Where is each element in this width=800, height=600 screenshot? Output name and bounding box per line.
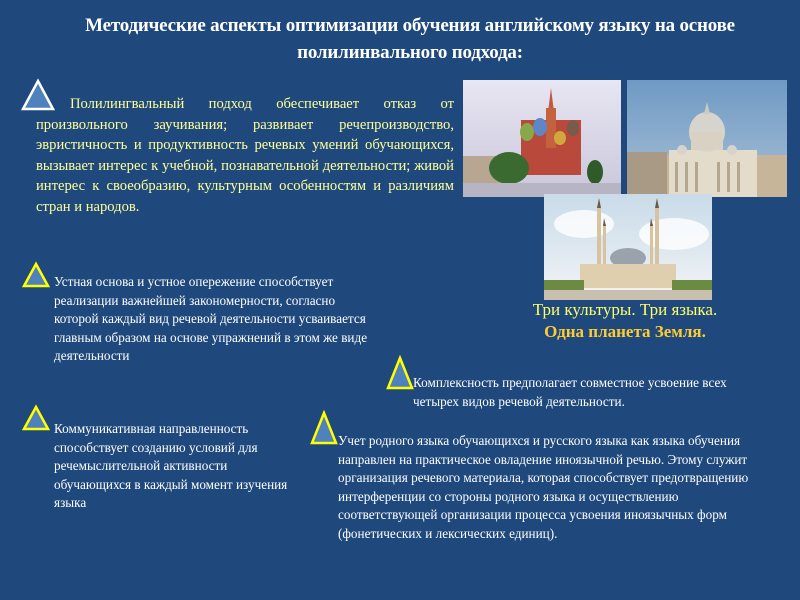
photo-heart-of-chechnya-mosque — [544, 194, 712, 300]
triangle-bullet-icon — [386, 355, 414, 391]
triangle-bullet-icon — [310, 410, 338, 446]
point-oral: Устная основа и устное опережение способствует реализации важнейшей закономерности, согласно которой каждый вид речевой деятельности усваивается главным образом на основе упражнений в этом же виде деятельности — [54, 274, 368, 364]
photo-st-peters-basilica — [627, 80, 787, 197]
triangle-bullet-icon — [22, 261, 50, 289]
caption-line-2: Одна планета Земля. — [544, 322, 706, 341]
point-complex: Комплексность предполагает совместное усвоение всех четырех видов речевой деятельности. — [413, 375, 727, 409]
photos-caption — [500, 299, 750, 343]
caption-line-1: Три культуры. Три языка. — [532, 300, 718, 319]
point-polylingual — [36, 94, 454, 217]
point-communicative: Коммуникативная направленность способствует созданию условий для речемыслительной активности обучающихся в каждый момент изучения языка — [54, 421, 288, 511]
photo-st-basil-cathedral — [463, 80, 621, 197]
triangle-bullet-icon — [22, 404, 50, 432]
slide-title: Методические аспекты оптимизации обучения английскому языку на основе полилинвального подхода: — [85, 15, 735, 63]
point-text: Полилингвальный подход обеспечивает отказ от произвольного заучивания; развивает речепроизводство, эвристичность и продуктивность речевых умений обучающихся, вызывает интерес к учебной, познавательной деятельности; живой интерес к своеобразию, культурным особенностям и различиям стран и народов. — [36, 96, 454, 215]
point-native-language: Учет родного языка обучающихся и русского языка как языка обучения направлен на практическое овладение иноязычной речью. Этому служит организация речевого материала, которая способствует предотвращению интерференции со стороны родного языка и осуществлению соответствующей организации процесса усвоения иноязычных форм (фонетических и лексических единиц). — [338, 433, 749, 541]
